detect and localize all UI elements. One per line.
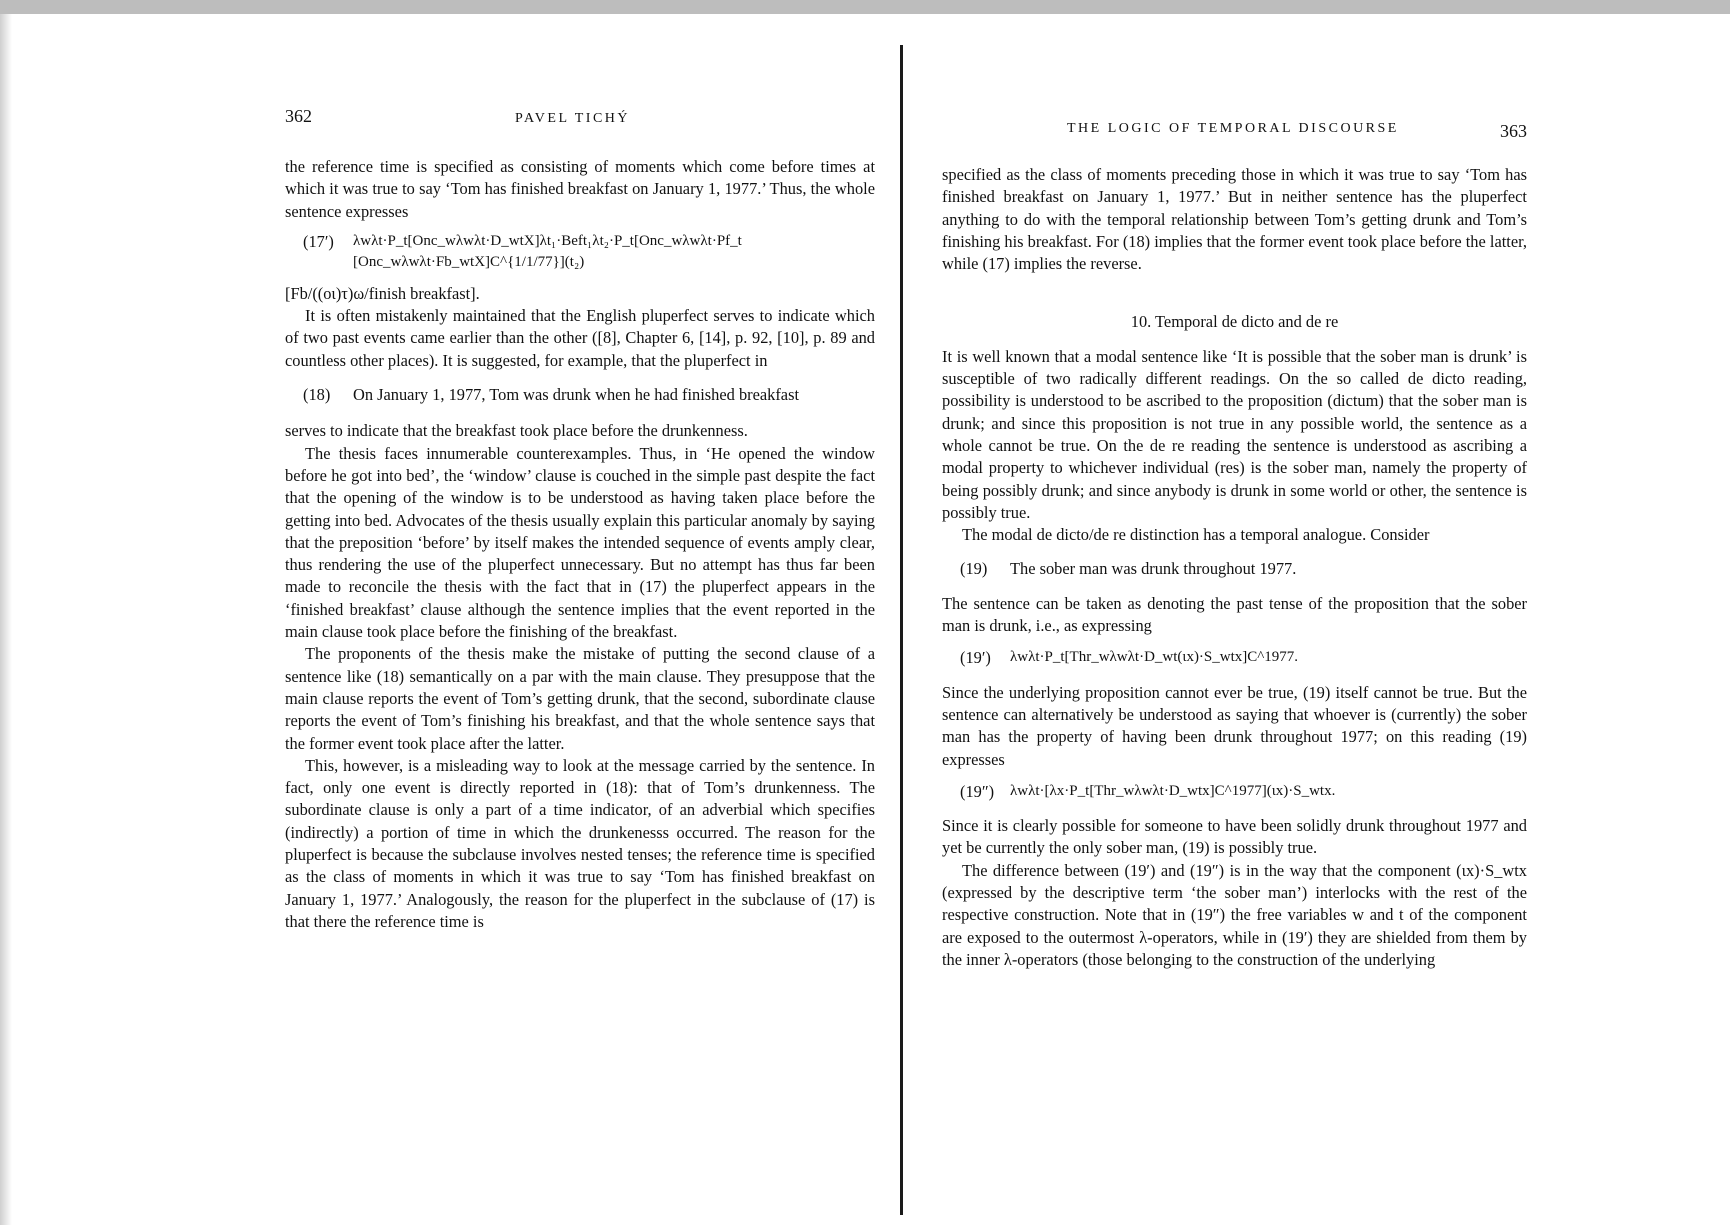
scan-left-edge [0,14,12,1225]
example-number: (19) [960,559,988,579]
formula: λwλt·P_t[Thr_wλwλt·D_wt(ιx)·S_wtx]C^1977. [1010,649,1299,666]
example-number: (18) [303,385,331,405]
page-number-right: 363 [1500,121,1527,141]
right-page [942,0,1527,1225]
running-head-right: THE LOGIC OF TEMPORAL DISCOURSE [1067,121,1399,136]
example-19 [942,558,1527,580]
formula-line: [Onc_wλwλt·Fb_wtX]C^{1/1/77}](t₂) [353,253,585,270]
paragraph: specified as the class of moments preceding those in which it was true to say ‘Tom has finished breakfast on January 1, 1977.’ But in neither sentence has the pluperfect anything to do with the temporal relationship between Tom’s getting drunk and Tom’s finishing his breakfast. For (18) implies that the former event took place before the latter, while (17) implies the reverse. [942,165,1527,274]
formula-line: λwλt·P_t[Onc_wλwλt·D_wtX]λt₁·Beft₁λt₂·P_t[Onc_wλwλt·Pf_t [353,232,742,249]
example-text: On January 1, 1977, Tom was drunk when he had finished breakfast [353,385,800,405]
paragraph: This, however, is a misleading way to look at the message carried by the sentence. In fact, only one event is directly reported in (18): that of Tom’s drunkenness. The subordinate clause is only a part of a time indicator, of an adverbial which specifies (indirectly) a portion of time in which the drunkenesss occurred. The reason for the pluperfect is because the subclause involves nested tenses; the reference time is specified as the class of moments in which it was true to say ‘Tom has finished breakfast on January 1, 1977.’ Analogously, the reason for the pluperfect in the subclause of (17) is that there the reference time is [285,755,875,931]
paragraph: The thesis faces innumerable counterexamples. Thus, in ‘He opened the window before he got into bed’, the ‘window’ clause is couched in the simple past despite the fact that the opening of the window is to be understood as having taken place before the getting into bed. Advocates of the thesis usually explain this particular anomaly by saying that the preposition ‘before’ by itself makes the intended sequence of events amply clear, thus rendering the use of the pluperfect unnecessary. But no attempt has thus far been made to reconcile the thesis with the fact that in (17) the pluperfect appears in the ‘finished breakfast’ clause although the sentence implies that the event reported in the main clause took place before the finishing of the breakfast. [285,443,875,642]
example-number: (19′) [960,648,991,668]
formula: λwλt·[λx·P_t[Thr_wλwλt·D_wtx]C^1977](ιx)·S_wtx. [1010,782,1336,799]
page-number-left: 362 [285,106,312,126]
example-19-prime [942,647,1527,669]
example-text: The sober man was drunk throughout 1977. [1010,559,1297,579]
example-19-double-prime [942,781,1527,803]
paragraph: The proponents of the thesis make the mistake of putting the second clause of a sentence like (18) semantically on a par with the main clause. They presuppose that the main clause reports the event of Tom’s getting drunk, that the second, subordinate clause reports the event of Tom’s finishing his breakfast, and that the whole sentence says that the former event took place after the latter. [285,644,875,753]
paragraph: It is often mistakenly maintained that the English pluperfect serves to indicate which of two past events came earlier than the other ([8], Chapter 6, [14], p. 92, [10], p. 89 and countless other places). It is suggested, for example, that the pluperfect in [285,306,875,370]
paragraph: the reference time is specified as consisting of moments which come before times at which it was true to say ‘Tom has finished breakfast on January 1, 1977.’ Thus, the whole sentence expresses [285,157,875,221]
example-number: (19″) [960,781,995,801]
right-page-body [942,164,1527,971]
left-page [285,0,875,1225]
left-page-body [285,156,875,933]
paragraph: It is well known that a modal sentence like ‘It is possible that the sober man is drunk’ is susceptible of two radically different readings. On the so called de dicto reading, possibility is understood to be ascribed to the proposition (dictum) that the sober man is drunk; and since this proposition is not true in any possible world, the sentence as a whole cannot be true. On the de re reading the sentence is understood as ascribing a modal property to whichever individual (res) is the sober man, namely the property of being possibly drunk; and since anybody is drunk in some world or other, the sentence is possibly true. [942,346,1527,522]
paragraph: The difference between (19′) and (19″) is in the way that the component (ιx)·S_wtx (expressed by the descriptive term ‘the sober man’) interlocks with the rest of the respective construction. Note that in (19″) the free variables w and t of the component are exposed to the outermost λ-operators, while in (19′) they are shielded from them by the inner λ-operators (those belonging to the construction of the underlying [942,860,1527,969]
paragraph: The sentence can be taken as denoting the past tense of the proposition that the sober man is drunk, i.e., as expressing [942,593,1527,636]
running-head-left: PAVEL TICHÝ [515,111,631,126]
example-number: (17′) [303,231,334,251]
paragraph: Since the underlying proposition cannot ever be true, (19) itself cannot be true. But the sentence can alternatively be understood as saying that whoever is (currently) the sober man has the property of having been drunk throughout 1977; on this reading (19) expresses [942,682,1527,769]
paragraph: The modal de dicto/de re distinction has a temporal analogue. Consider [962,525,1430,545]
section-heading: 10. Temporal de dicto and de re [1130,312,1339,332]
paragraph: [Fb/((οι)τ)ω/finish breakfast]. [285,283,480,303]
paragraph: serves to indicate that the breakfast took place before the drunkenness. [285,421,748,441]
example-17 [285,231,875,273]
formula [353,231,875,273]
book-gutter [900,45,903,1215]
paragraph: Since it is clearly possible for someone to have been solidly drunk throughout 1977 and yet be currently the only sober man, (19) is possibly true. [942,816,1527,858]
example-18 [285,384,875,406]
